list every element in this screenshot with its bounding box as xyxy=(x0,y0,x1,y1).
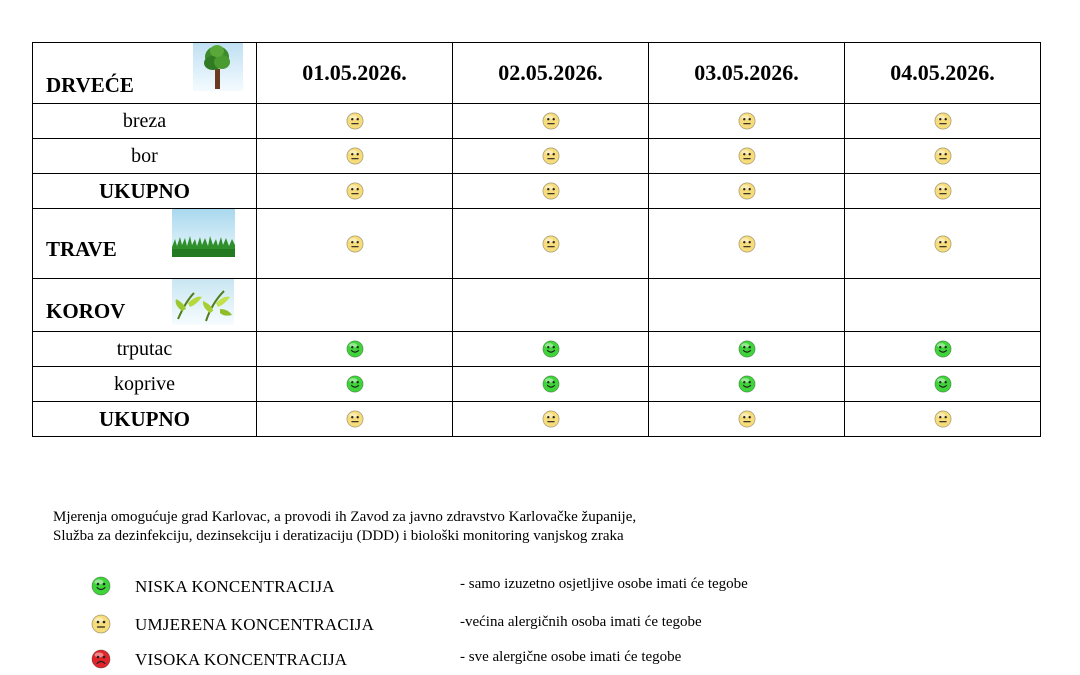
table-row-trave xyxy=(33,209,1041,279)
weed-icon xyxy=(172,279,234,325)
legend-label-moderate: UMJERENA KONCENTRACIJA xyxy=(135,615,375,634)
total-label-drvece: UKUPNO xyxy=(33,174,257,209)
level-cell xyxy=(453,104,649,139)
level-cell xyxy=(649,174,845,209)
level-cell xyxy=(453,402,649,437)
footer-line-1: Mjerenja omogućuje grad Karlovac, a provodi ih Zavod za javno zdravstvo Karlovačke županije, xyxy=(53,509,637,525)
level-cell xyxy=(257,402,453,437)
footer-note xyxy=(53,508,636,546)
group-header-korov xyxy=(33,279,257,332)
level-cell xyxy=(845,174,1041,209)
yellow-neutral-smiley-icon xyxy=(542,182,560,200)
level-cell xyxy=(257,139,453,174)
yellow-neutral-smiley-icon xyxy=(91,614,111,634)
yellow-neutral-smiley-icon xyxy=(934,182,952,200)
level-cell xyxy=(453,367,649,402)
group-label-drvece: DRVEĆE xyxy=(46,73,134,97)
pollen-table xyxy=(32,42,1041,437)
level-cell xyxy=(649,332,845,367)
yellow-neutral-smiley-icon xyxy=(346,235,364,253)
legend-label-low: NISKA KONCENTRACIJA xyxy=(135,577,335,596)
green-smiley-icon xyxy=(346,375,364,393)
table-row-trputac xyxy=(33,332,1041,367)
yellow-neutral-smiley-icon xyxy=(934,410,952,428)
date-header-4: 04.05.2026. xyxy=(845,43,1041,104)
level-cell xyxy=(649,139,845,174)
level-cell xyxy=(257,209,453,279)
level-cell xyxy=(257,332,453,367)
yellow-neutral-smiley-icon xyxy=(738,112,756,130)
green-smiley-icon xyxy=(738,340,756,358)
legend-item-high xyxy=(87,648,887,670)
legend-item-low xyxy=(87,575,887,597)
empty-cell xyxy=(845,279,1041,332)
table-row-korov xyxy=(33,279,1041,332)
level-cell xyxy=(453,332,649,367)
yellow-neutral-smiley-icon xyxy=(934,147,952,165)
yellow-neutral-smiley-icon xyxy=(346,410,364,428)
level-cell xyxy=(453,139,649,174)
date-header-1: 01.05.2026. xyxy=(257,43,453,104)
footer-line-2: Služba za dezinfekciju, dezinsekciju i deratizaciju (DDD) i biološki monitoring vanjskog zraka xyxy=(53,528,624,544)
level-cell xyxy=(845,332,1041,367)
yellow-neutral-smiley-icon xyxy=(542,147,560,165)
level-cell xyxy=(649,104,845,139)
level-cell xyxy=(257,367,453,402)
level-cell xyxy=(845,402,1041,437)
group-header-drvece xyxy=(33,43,257,104)
green-smiley-icon xyxy=(91,576,111,596)
tree-icon xyxy=(193,43,243,91)
yellow-neutral-smiley-icon xyxy=(934,235,952,253)
table-row-breza xyxy=(33,104,1041,139)
level-cell xyxy=(845,367,1041,402)
plant-name-koprive: koprive xyxy=(33,367,257,402)
green-smiley-icon xyxy=(346,340,364,358)
grass-icon xyxy=(172,209,235,257)
plant-name-trputac: trputac xyxy=(33,332,257,367)
table-header-row xyxy=(33,43,1041,104)
empty-cell xyxy=(649,279,845,332)
table-row-korov-total xyxy=(33,402,1041,437)
green-smiley-icon xyxy=(542,340,560,358)
plant-name-bor: bor xyxy=(33,139,257,174)
yellow-neutral-smiley-icon xyxy=(346,112,364,130)
level-cell xyxy=(845,209,1041,279)
date-header-2: 02.05.2026. xyxy=(453,43,649,104)
date-header-3: 03.05.2026. xyxy=(649,43,845,104)
yellow-neutral-smiley-icon xyxy=(542,410,560,428)
yellow-neutral-smiley-icon xyxy=(542,112,560,130)
yellow-neutral-smiley-icon xyxy=(738,410,756,428)
red-sad-smiley-icon xyxy=(91,649,111,669)
green-smiley-icon xyxy=(738,375,756,393)
level-cell xyxy=(845,139,1041,174)
yellow-neutral-smiley-icon xyxy=(738,182,756,200)
yellow-neutral-smiley-icon xyxy=(934,112,952,130)
level-cell xyxy=(649,209,845,279)
level-cell xyxy=(649,402,845,437)
level-cell xyxy=(845,104,1041,139)
level-cell xyxy=(453,174,649,209)
level-cell xyxy=(257,104,453,139)
legend-item-moderate xyxy=(87,613,887,635)
green-smiley-icon xyxy=(934,340,952,358)
plant-name-breza: breza xyxy=(33,104,257,139)
green-smiley-icon xyxy=(542,375,560,393)
yellow-neutral-smiley-icon xyxy=(738,147,756,165)
group-label-korov: KOROV xyxy=(46,299,126,323)
table-row-drvece-total xyxy=(33,174,1041,209)
total-label-korov: UKUPNO xyxy=(33,402,257,437)
level-cell xyxy=(649,367,845,402)
yellow-neutral-smiley-icon xyxy=(346,182,364,200)
yellow-neutral-smiley-icon xyxy=(738,235,756,253)
table-row-bor xyxy=(33,139,1041,174)
group-header-trave xyxy=(33,209,257,279)
legend-desc-low: - samo izuzetno osjetljive osobe imati će tegobe xyxy=(460,576,748,592)
legend-desc-moderate: -većina alergičnih osoba imati će tegobe xyxy=(460,614,702,630)
level-cell xyxy=(257,174,453,209)
legend-desc-high: - sve alergične osobe imati će tegobe xyxy=(460,649,682,665)
yellow-neutral-smiley-icon xyxy=(542,235,560,253)
legend-label-high: VISOKA KONCENTRACIJA xyxy=(135,650,348,669)
group-label-trave: TRAVE xyxy=(46,237,117,261)
empty-cell xyxy=(257,279,453,332)
level-cell xyxy=(453,209,649,279)
table-row-koprive xyxy=(33,367,1041,402)
yellow-neutral-smiley-icon xyxy=(346,147,364,165)
green-smiley-icon xyxy=(934,375,952,393)
empty-cell xyxy=(453,279,649,332)
